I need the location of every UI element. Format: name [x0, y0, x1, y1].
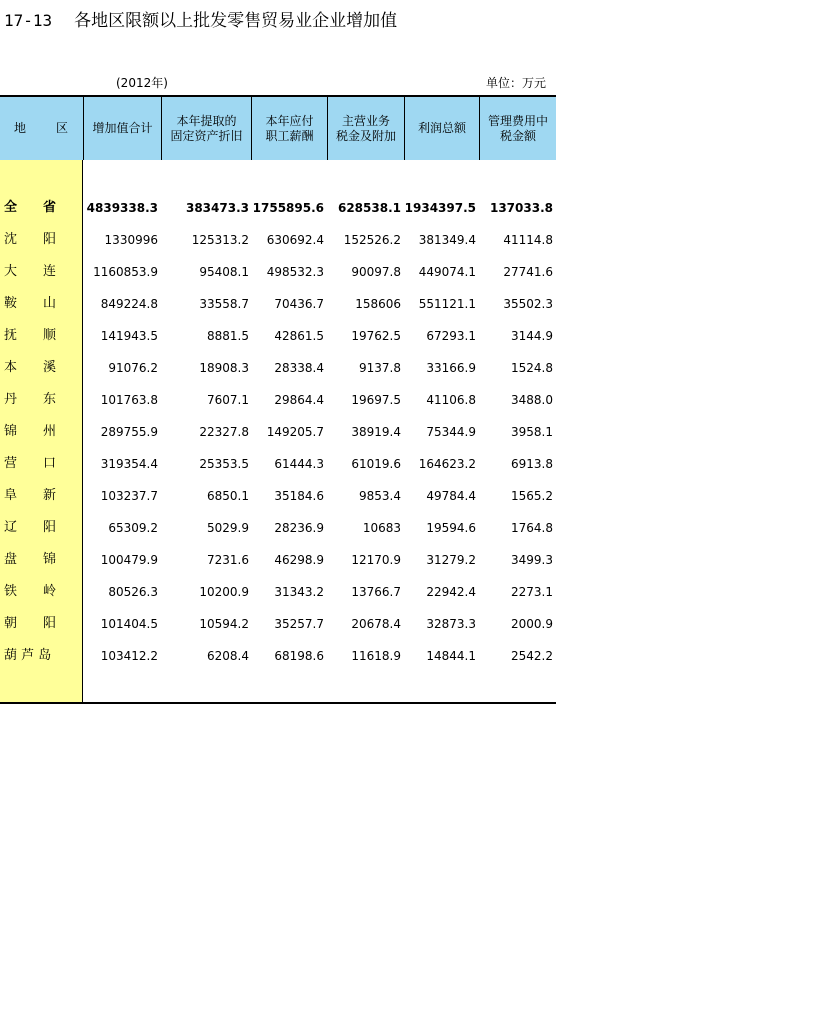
table-cell: 319354.4: [100, 457, 158, 471]
region-name: 盘 锦: [4, 552, 57, 567]
region-name: 沈 阳: [4, 232, 57, 247]
table-cell: 12170.9: [351, 553, 401, 567]
table-cell: 65309.2: [108, 521, 158, 535]
table-cell: 849224.8: [100, 297, 158, 311]
table-cell: 10683: [362, 521, 401, 535]
table-row: [0, 326, 556, 346]
region-name: 本 溪: [4, 360, 57, 375]
column-header-admin-tax: 管理费用中 税金额: [479, 97, 556, 160]
region-name: 大 连: [4, 264, 57, 279]
table-cell: 3958.1: [511, 425, 553, 439]
table-cell: 29864.4: [274, 393, 324, 407]
table-cell: 19762.5: [351, 329, 401, 343]
unit-note: 单位：万元: [486, 76, 547, 90]
table-cell: 10200.9: [199, 585, 249, 599]
table-cell: 46298.9: [274, 553, 324, 567]
column-header-depreciation: 本年提取的 固定资产折旧: [161, 97, 251, 160]
table-cell: 5029.9: [207, 521, 249, 535]
region-name: 铁 岭: [4, 584, 57, 599]
table-cell: 25353.5: [199, 457, 249, 471]
table-cell: 3499.3: [511, 553, 553, 567]
table-cell: 67293.1: [426, 329, 476, 343]
table-cell: 6208.4: [207, 649, 249, 663]
table-cell: 35502.3: [503, 297, 553, 311]
table-cell: 22942.4: [426, 585, 476, 599]
table-row: [0, 582, 556, 602]
column-header-total-profit: 利润总额: [404, 97, 479, 160]
table-cell: 14844.1: [426, 649, 476, 663]
table-cell: 1330996: [104, 233, 158, 247]
table-cell: 2542.2: [511, 649, 553, 663]
table-cell: 4839338.3: [86, 201, 158, 215]
table-cell: 61444.3: [274, 457, 324, 471]
table-cell: 11618.9: [351, 649, 401, 663]
region-name: 锦 州: [4, 424, 57, 439]
region-name: 全 省: [4, 200, 57, 215]
table-cell: 1755895.6: [252, 201, 324, 215]
table-cell: 35257.7: [274, 617, 324, 631]
table-cell: 164623.2: [418, 457, 476, 471]
table-cell: 101404.5: [100, 617, 158, 631]
table-cell: 75344.9: [426, 425, 476, 439]
table-cell: 7607.1: [207, 393, 249, 407]
table-cell: 32873.3: [426, 617, 476, 631]
table-cell: 125313.2: [191, 233, 249, 247]
table-cell: 33166.9: [426, 361, 476, 375]
table-cell: 103412.2: [100, 649, 158, 663]
table-cell: 13766.7: [351, 585, 401, 599]
table-cell: 9137.8: [359, 361, 401, 375]
bottom-rule: [0, 702, 556, 704]
table-row: [0, 262, 556, 282]
table-row: [0, 230, 556, 250]
table-cell: 41106.8: [426, 393, 476, 407]
table-cell: 80526.3: [108, 585, 158, 599]
page-title: [4, 6, 397, 31]
table-cell: 381349.4: [418, 233, 476, 247]
region-name: 葫 芦 岛: [4, 648, 52, 663]
table-cell: 8881.5: [207, 329, 249, 343]
column-header-region: 地 区: [14, 121, 71, 135]
table-cell: 1934397.5: [404, 201, 476, 215]
table-cell: 28338.4: [274, 361, 324, 375]
data-table: [0, 95, 556, 704]
table-cell: 101763.8: [100, 393, 158, 407]
region-name: 丹 东: [4, 392, 57, 407]
year-note: (2012年): [116, 76, 168, 90]
table-cell: 551121.1: [418, 297, 476, 311]
table-cell: 449074.1: [418, 265, 476, 279]
table-number: 17-13: [4, 11, 53, 30]
table-cell: 3488.0: [511, 393, 553, 407]
region-name: 鞍 山: [4, 296, 57, 311]
table-cell: 6913.8: [511, 457, 553, 471]
table-row: [0, 550, 556, 570]
region-name: 阜 新: [4, 488, 57, 503]
table-cell: 41114.8: [503, 233, 553, 247]
table-cell: 149205.7: [266, 425, 324, 439]
column-header-business-tax: 主营业务 税金及附加: [327, 97, 404, 160]
table-cell: 1764.8: [511, 521, 553, 535]
table-row: [0, 358, 556, 378]
table-cell: 70436.7: [274, 297, 324, 311]
table-cell: 35184.6: [274, 489, 324, 503]
table-title: 各地区限额以上批发零售贸易业企业增加值: [74, 11, 398, 31]
table-cell: 1160853.9: [93, 265, 158, 279]
table-row-total: [0, 198, 556, 218]
table-cell: 103237.7: [100, 489, 158, 503]
table-cell: 42861.5: [274, 329, 324, 343]
region-name: 辽 阳: [4, 520, 57, 535]
region-name: 营 口: [4, 456, 57, 471]
table-row: [0, 614, 556, 634]
table-cell: 7231.6: [207, 553, 249, 567]
table-row: [0, 486, 556, 506]
table-cell: 498532.3: [266, 265, 324, 279]
table-cell: 31343.2: [274, 585, 324, 599]
table-cell: 27741.6: [503, 265, 553, 279]
column-header-payroll: 本年应付 职工薪酬: [251, 97, 327, 160]
table-row: [0, 454, 556, 474]
table-cell: 49784.4: [426, 489, 476, 503]
table-cell: 28236.9: [274, 521, 324, 535]
table-cell: 137033.8: [489, 201, 553, 215]
table-cell: 33558.7: [199, 297, 249, 311]
table-cell: 158606: [355, 297, 401, 311]
table-cell: 95408.1: [199, 265, 249, 279]
table-row: [0, 390, 556, 410]
table-cell: 91076.2: [108, 361, 158, 375]
table-cell: 383473.3: [185, 201, 249, 215]
table-cell: 2000.9: [511, 617, 553, 631]
table-cell: 630692.4: [266, 233, 324, 247]
table-cell: 19594.6: [426, 521, 476, 535]
table-cell: 1524.8: [511, 361, 553, 375]
table-cell: 18908.3: [199, 361, 249, 375]
table-cell: 289755.9: [100, 425, 158, 439]
table-row: [0, 294, 556, 314]
table-cell: 628538.1: [337, 201, 401, 215]
column-header-value-added: 增加值合计: [83, 97, 161, 160]
table-cell: 3144.9: [511, 329, 553, 343]
table-cell: 61019.6: [351, 457, 401, 471]
table-row: [0, 518, 556, 538]
table-cell: 2273.1: [511, 585, 553, 599]
table-cell: 38919.4: [351, 425, 401, 439]
region-name: 朝 阳: [4, 616, 57, 631]
table-cell: 20678.4: [351, 617, 401, 631]
table-cell: 141943.5: [100, 329, 158, 343]
table-row: [0, 422, 556, 442]
table-cell: 22327.8: [199, 425, 249, 439]
table-cell: 9853.4: [359, 489, 401, 503]
table-cell: 152526.2: [343, 233, 401, 247]
table-cell: 6850.1: [207, 489, 249, 503]
region-name: 抚 顺: [4, 328, 57, 343]
table-cell: 1565.2: [511, 489, 553, 503]
table-cell: 10594.2: [199, 617, 249, 631]
table-cell: 31279.2: [426, 553, 476, 567]
table-cell: 19697.5: [351, 393, 401, 407]
table-cell: 100479.9: [100, 553, 158, 567]
table-row: [0, 646, 556, 666]
table-cell: 90097.8: [351, 265, 401, 279]
table-cell: 68198.6: [274, 649, 324, 663]
